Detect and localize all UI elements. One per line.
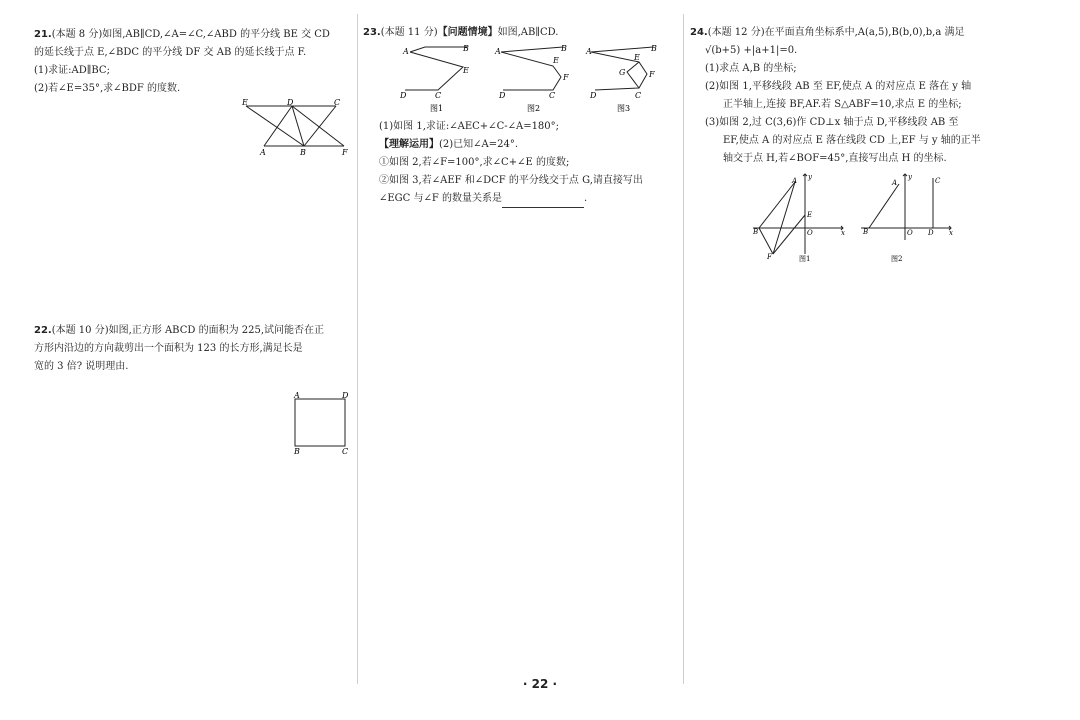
q22-number: 22. (34, 325, 52, 336)
q23-part-2c: ∠EGC 与∠F 的数量关系是 . (379, 190, 587, 208)
q21-label-f: F (342, 148, 348, 157)
q24-figure-2 (859, 170, 959, 262)
q21-label-e: E (242, 98, 248, 107)
column-right (683, 0, 1080, 690)
q24-line-8: 轴交于点 H,若∠BOF=45°,直接写出点 H 的坐标. (723, 153, 947, 164)
q23-f2-label-d: D (499, 91, 506, 100)
q24-f2-label-d: D (928, 229, 934, 237)
q24-f1-label-a: A (792, 177, 798, 185)
q21-label-b: B (300, 148, 306, 157)
q21-figure (236, 98, 356, 158)
q24-line-2: √(b+5) +|a+1|=0. (705, 45, 798, 56)
q23-f3-label-g: G (619, 68, 626, 77)
q23-f1-label-e: E (463, 66, 469, 75)
q24-figure-1 (751, 170, 851, 262)
q23-part-1: (1)如图 1,求证:∠AEC+∠C-∠A=180°; (379, 121, 560, 132)
q24-f2-label-b: B (863, 228, 869, 236)
q24-f2-label-a: A (892, 179, 898, 187)
q23-problem-context-tag: 【问题情境】 (437, 27, 498, 38)
q22-label-a: A (294, 391, 300, 400)
q23-answer-blank[interactable] (502, 196, 584, 208)
q24-line-6: (3)如图 2,过 C(3,6)作 CD⊥x 轴于点 D,平移线段 AB 至 (705, 117, 959, 128)
q24-line-3: (1)求点 A,B 的坐标; (705, 63, 797, 74)
q24-f2-caption: 图2 (891, 255, 903, 263)
q23-f3-caption: 图3 (617, 104, 631, 113)
q21-label-d: D (287, 98, 294, 107)
q23-f1-label-a: A (403, 47, 409, 56)
q24-f2-label-y: y (908, 173, 912, 181)
q24-line-5: 正半轴上,连接 BF,AF.若 S△ABF=10,求点 E 的坐标; (723, 99, 962, 110)
q21-line-2: 的延长线于点 E,∠BDC 的平分线 DF 交 AB 的延长线于点 F. (34, 47, 307, 58)
q21-label-a: A (260, 148, 266, 157)
q23-f3-label-f: F (649, 70, 655, 79)
q22-line-1: 22.(本题 10 分)如图,正方形 ABCD 的面积为 225,试问能否在正 (34, 325, 325, 336)
q23-f3-label-e: E (634, 53, 640, 62)
q23-figure-3 (587, 42, 667, 114)
q24-f2-label-x: x (949, 229, 953, 237)
q23-part-2b: ②如图 3,若∠AEF 和∠DCF 的平分线交于点 G,请直接写出 (379, 175, 643, 186)
q24-line-1: 24.(本题 12 分)在平面直角坐标系中,A(a,5),B(b,0),b,a 满足 (690, 27, 965, 38)
q22-line-2: 方形内沿边的方向裁剪出一个面积为 123 的长方形,满足长是 (34, 343, 303, 354)
q23-figure-1 (397, 42, 472, 114)
q21-line-4: (2)若∠E=35°,求∠BDF 的度数. (34, 83, 181, 94)
q24-f1-label-o: O (807, 229, 813, 237)
q24-f1-caption: 图1 (799, 255, 811, 263)
q24-f2-label-c: C (935, 177, 941, 185)
page-number: · 22 · (522, 677, 558, 691)
q22-label-d: D (342, 391, 349, 400)
q23-f2-label-f: F (563, 73, 569, 82)
q24-f1-label-f: F (767, 253, 772, 261)
q23-f1-caption: 图1 (430, 104, 444, 113)
q23-apply-line: 【理解运用】(2)已知∠A=24°. (379, 139, 519, 150)
q24-line-7: EF,使点 A 的对应点 E 落在线段 CD 上,EF 与 y 轴的正半 (723, 135, 981, 146)
q23-f3-label-d: D (590, 91, 597, 100)
q23-f1-label-c: C (435, 91, 442, 100)
q24-f1-label-b: B (753, 228, 759, 236)
q23-intro: 23.(本题 11 分)【问题情境】如图,AB∥CD. (363, 27, 559, 38)
q23-f2-label-c: C (549, 91, 556, 100)
q23-f2-label-b: B (561, 44, 567, 53)
q23-f2-label-e: E (553, 56, 559, 65)
q23-number: 23. (363, 27, 381, 38)
q22-label-c: C (342, 447, 349, 456)
q23-f2-caption: 图2 (527, 104, 541, 113)
q23-apply-tag: 【理解运用】 (379, 139, 439, 150)
q24-f2-label-o: O (907, 229, 913, 237)
q23-figure-2 (493, 42, 573, 114)
q23-f2-label-a: A (495, 47, 501, 56)
column-middle (357, 0, 683, 690)
q22-label-b: B (294, 447, 300, 456)
q21-line-3: (1)求证:AD∥BC; (34, 65, 110, 76)
q24-number: 24. (690, 27, 708, 38)
q24-line-4: (2)如图 1,平移线段 AB 至 EF,使点 A 的对应点 E 落在 y 轴 (705, 81, 972, 92)
column-left (0, 0, 357, 690)
q22-line-3: 宽的 3 倍? 说明理由. (34, 361, 129, 372)
q24-f1-label-e: E (807, 211, 813, 219)
q23-f1-label-b: B (463, 44, 469, 53)
q21-number: 21. (34, 29, 52, 40)
q23-f3-label-c: C (635, 91, 642, 100)
q24-f1-label-x: x (841, 229, 845, 237)
q22-figure (288, 390, 354, 460)
q21-line-1: 21.(本题 8 分)如图,AB∥CD,∠A=∠C,∠ABD 的平分线 BE 交 CD (34, 29, 330, 40)
q24-f1-label-y: y (808, 173, 812, 181)
q23-f3-label-b: B (651, 44, 657, 53)
q23-part-2a: ①如图 2,若∠F=100°,求∠C+∠E 的度数; (379, 157, 570, 168)
q23-f1-label-d: D (400, 91, 407, 100)
q23-f3-label-a: A (586, 47, 592, 56)
q21-label-c: C (334, 98, 341, 107)
